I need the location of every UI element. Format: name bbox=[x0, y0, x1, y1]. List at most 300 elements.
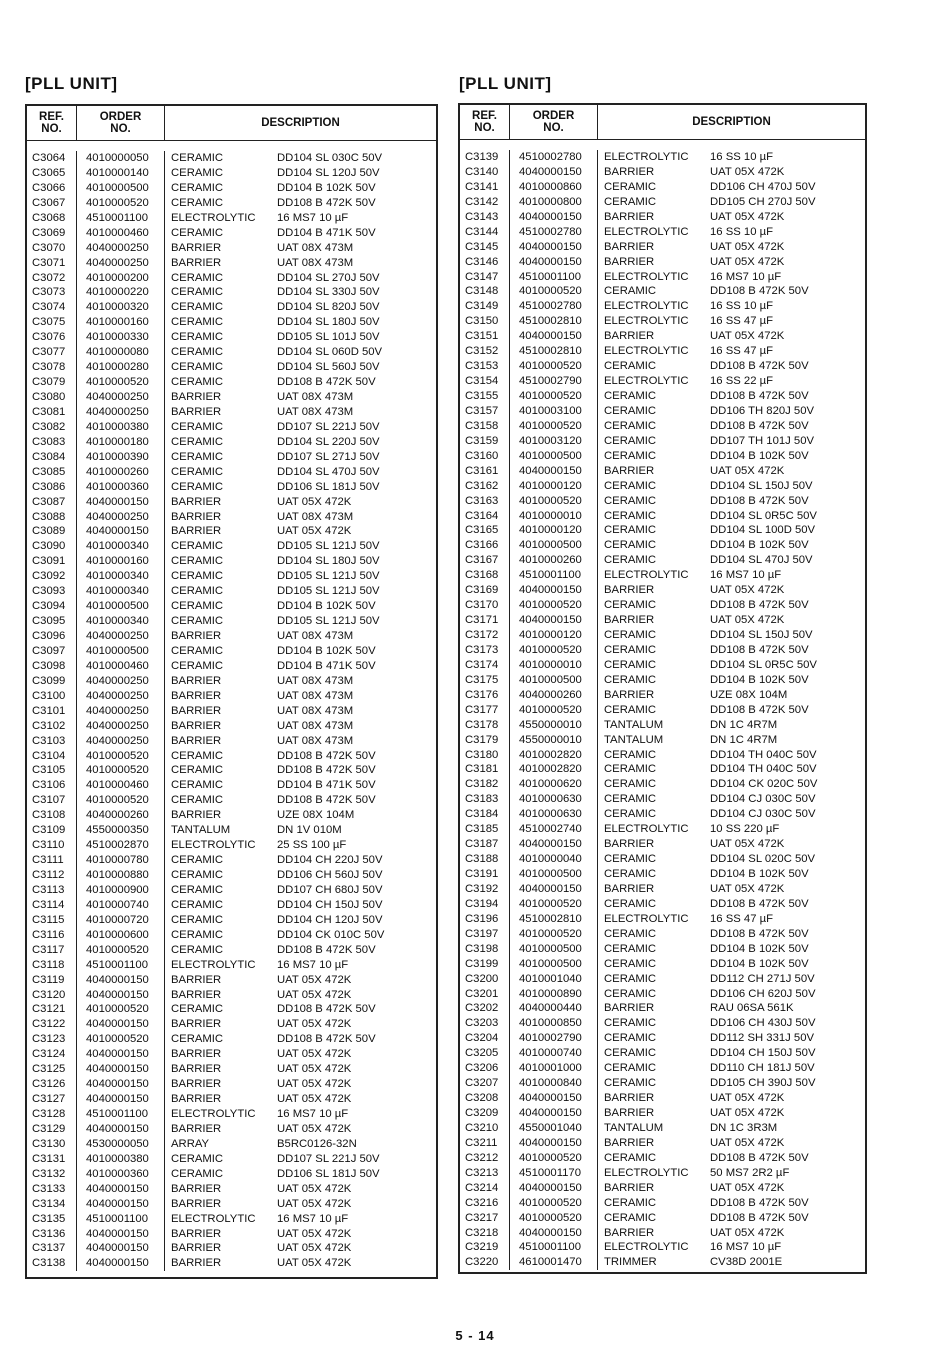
ref-no-cell: C3112 bbox=[32, 869, 65, 881]
description-cell bbox=[604, 255, 865, 270]
ref-no-cell: C3188 bbox=[465, 853, 499, 866]
part-type: BARRIER bbox=[604, 464, 655, 477]
part-spec: DD104 CH 150J 50V bbox=[277, 898, 383, 911]
part-spec: DD108 B 472K 50V bbox=[710, 643, 809, 656]
part-spec: UAT 08X 473M bbox=[277, 719, 354, 732]
order-no-cell: 4040000150 bbox=[86, 1182, 149, 1195]
order-no-cell: 4040000250 bbox=[86, 256, 149, 269]
part-spec: UAT 08X 473M bbox=[277, 241, 354, 254]
part-spec: UAT 08X 473M bbox=[277, 689, 354, 702]
ref-no-cell: C3182 bbox=[465, 778, 499, 791]
description-cell bbox=[604, 165, 865, 180]
order-no-cell: 4010000010 bbox=[519, 658, 582, 671]
part-spec: DD104 B 102K 50V bbox=[710, 539, 809, 552]
ref-no-cell: C3129 bbox=[32, 1122, 66, 1135]
description-cell bbox=[604, 852, 865, 867]
ref-no-cell: C3064 bbox=[32, 152, 66, 164]
description-cell bbox=[171, 300, 436, 315]
ref-no-cell: C3106 bbox=[32, 779, 66, 792]
order-no-cell: 4530000050 bbox=[86, 1137, 149, 1150]
order-no-cell: 4040000250 bbox=[86, 391, 149, 403]
description-cell bbox=[171, 1167, 436, 1182]
description-cell bbox=[171, 569, 436, 584]
ref-no-cell: C3122 bbox=[32, 1018, 66, 1031]
order-no-cell: 4510002810 bbox=[519, 345, 582, 358]
part-spec: UAT 05X 472K bbox=[710, 838, 785, 851]
part-type: CERAMIC bbox=[171, 286, 224, 299]
part-type: ELECTROLYTIC bbox=[604, 315, 689, 328]
description-cell bbox=[604, 1211, 865, 1226]
ref-no-cell: C3167 bbox=[465, 554, 499, 567]
ref-no-cell: C3068 bbox=[32, 211, 66, 224]
part-spec: UAT 05X 472K bbox=[277, 1093, 352, 1106]
description-cell bbox=[604, 404, 865, 419]
order-no-cell: 4510002870 bbox=[86, 839, 149, 852]
order-no-cell: 4040000150 bbox=[519, 1092, 582, 1105]
part-type: BARRIER bbox=[171, 1242, 222, 1255]
ref-no-cell: C3165 bbox=[465, 524, 499, 537]
part-spec: UAT 05X 472K bbox=[277, 1063, 352, 1076]
part-spec: DD108 B 472K 50V bbox=[277, 764, 376, 777]
order-no-cell: 4010000280 bbox=[86, 361, 149, 374]
part-type: CERAMIC bbox=[604, 868, 657, 880]
ref-column bbox=[27, 151, 77, 1271]
order-no-cell: 4010000080 bbox=[86, 346, 149, 359]
ref-no-cell: C3066 bbox=[32, 181, 66, 194]
order-no-cell: 4010000500 bbox=[519, 673, 582, 686]
order-no-cell: 4010000500 bbox=[519, 957, 582, 970]
ref-no-cell: C3145 bbox=[465, 240, 499, 253]
part-type: BARRIER bbox=[171, 1257, 222, 1270]
part-type: CERAMIC bbox=[604, 748, 657, 761]
part-type: BARRIER bbox=[171, 405, 222, 418]
part-type: ELECTROLYTIC bbox=[604, 345, 689, 358]
part-type: BARRIER bbox=[604, 210, 655, 223]
part-spec: DD104 CK 010C 50V bbox=[277, 928, 385, 941]
part-spec: DN 1C 4R7M bbox=[710, 733, 778, 746]
part-spec: UAT 08X 473M bbox=[277, 734, 354, 747]
ref-no-cell: C3119 bbox=[32, 973, 65, 986]
description-cell bbox=[604, 284, 865, 299]
ref-no-cell: C3179 bbox=[465, 733, 499, 746]
order-no-cell: 4040000250 bbox=[86, 719, 149, 732]
description-cell bbox=[171, 166, 436, 181]
description-cell bbox=[604, 523, 865, 538]
ref-no-cell: C3211 bbox=[465, 1136, 498, 1149]
part-spec: DD106 CH 620J 50V bbox=[710, 987, 816, 1000]
part-type: ELECTROLYTIC bbox=[604, 1166, 689, 1179]
description-cell bbox=[604, 314, 865, 329]
description-cell bbox=[604, 195, 865, 210]
description-cell bbox=[604, 464, 865, 479]
part-type: CERAMIC bbox=[171, 555, 224, 568]
section-title-right: [PLL UNIT] bbox=[459, 74, 552, 93]
description-cell bbox=[171, 151, 436, 166]
part-type: CERAMIC bbox=[604, 1077, 657, 1090]
part-spec: DD108 B 472K 50V bbox=[710, 285, 809, 298]
part-type: CERAMIC bbox=[604, 897, 657, 910]
part-spec: DD104 SL 0R5C 50V bbox=[710, 509, 817, 522]
ref-no-cell: C3178 bbox=[465, 718, 499, 731]
part-spec: UAT 05X 472K bbox=[710, 330, 785, 343]
description-cell bbox=[604, 942, 865, 957]
part-spec: DD104 B 102K 50V bbox=[710, 942, 809, 955]
part-type: BARRIER bbox=[171, 391, 222, 403]
ref-no-cell: C3164 bbox=[465, 509, 499, 522]
ref-no-cell: C3071 bbox=[32, 256, 66, 269]
part-type: CERAMIC bbox=[604, 793, 657, 806]
part-spec: DD105 SL 121J 50V bbox=[277, 570, 380, 583]
order-no-cell: 4010000520 bbox=[519, 494, 582, 507]
part-type: BARRIER bbox=[171, 689, 222, 702]
part-type: CERAMIC bbox=[604, 1196, 657, 1209]
header-ref-no: REF. NO. bbox=[460, 105, 510, 139]
ref-no-cell: C3199 bbox=[465, 957, 499, 970]
part-spec: DD106 SL 181J 50V bbox=[277, 1167, 380, 1180]
order-no-cell: 4040000260 bbox=[519, 688, 582, 701]
order-no-cell: 4040000250 bbox=[86, 405, 149, 418]
description-cell bbox=[604, 1001, 865, 1016]
order-no-cell: 4010000500 bbox=[86, 644, 149, 657]
order-no-cell: 4010000160 bbox=[86, 555, 149, 568]
order-no-cell: 4040000150 bbox=[519, 1136, 582, 1149]
ref-column bbox=[460, 150, 510, 1270]
table-body bbox=[27, 141, 436, 1271]
ref-no-cell: C3200 bbox=[465, 972, 499, 985]
part-type: CERAMIC bbox=[171, 346, 224, 359]
order-no-cell: 4010000120 bbox=[519, 524, 582, 537]
description-cell bbox=[171, 943, 436, 958]
part-spec: DD104 B 471K 50V bbox=[277, 659, 376, 672]
ref-no-cell: C3212 bbox=[465, 1151, 499, 1164]
ref-no-cell: C3148 bbox=[465, 285, 499, 298]
ref-no-cell: C3204 bbox=[465, 1032, 499, 1045]
part-type: CERAMIC bbox=[171, 794, 224, 807]
part-spec: DD106 CH 470J 50V bbox=[710, 180, 816, 193]
order-no-cell: 4040000250 bbox=[86, 704, 149, 717]
order-no-cell: 4010000330 bbox=[86, 331, 149, 344]
part-type: CERAMIC bbox=[171, 913, 224, 926]
ref-no-cell: C3207 bbox=[465, 1077, 499, 1090]
part-spec: DD104 B 102K 50V bbox=[710, 868, 809, 880]
ref-no-cell: C3109 bbox=[32, 824, 66, 837]
description-cell bbox=[171, 838, 436, 853]
order-no-cell: 4010000040 bbox=[519, 853, 582, 866]
description-cell bbox=[171, 1002, 436, 1017]
order-no-cell: 4040000150 bbox=[519, 882, 582, 895]
part-type: BARRIER bbox=[171, 525, 222, 538]
part-type: BARRIER bbox=[604, 240, 655, 253]
part-type: BARRIER bbox=[604, 1092, 655, 1105]
ref-no-cell: C3088 bbox=[32, 510, 66, 523]
part-type: CERAMIC bbox=[171, 465, 224, 478]
description-cell bbox=[604, 583, 865, 598]
description-cell bbox=[604, 1136, 865, 1151]
part-spec: DD108 B 472K 50V bbox=[710, 1151, 809, 1164]
part-type: CERAMIC bbox=[171, 943, 224, 956]
description-cell bbox=[171, 390, 436, 405]
order-no-cell: 4550000010 bbox=[519, 733, 582, 746]
part-spec: DD104 CH 120J 50V bbox=[277, 913, 383, 926]
order-no-cell: 4510002790 bbox=[519, 375, 582, 388]
order-no-cell: 4010000850 bbox=[519, 1017, 582, 1030]
part-spec: B5RC0126-32N bbox=[277, 1137, 357, 1150]
ref-no-cell: C3098 bbox=[32, 659, 66, 672]
part-type: BARRIER bbox=[171, 1048, 222, 1061]
ref-no-cell: C3184 bbox=[465, 808, 499, 821]
order-no-cell: 4510001100 bbox=[519, 270, 581, 283]
description-cell bbox=[604, 374, 865, 389]
order-no-cell: 4550000010 bbox=[519, 718, 582, 731]
part-type: TRIMMER bbox=[604, 1256, 657, 1269]
description-cell bbox=[171, 988, 436, 1003]
part-spec: DD107 SL 271J 50V bbox=[277, 450, 380, 463]
part-spec: DD108 B 472K 50V bbox=[710, 390, 809, 402]
part-type: TANTALUM bbox=[604, 1121, 664, 1134]
part-spec: UAT 05X 472K bbox=[277, 1048, 352, 1061]
ref-no-cell: C3128 bbox=[32, 1108, 66, 1120]
ref-no-cell: C3073 bbox=[32, 286, 66, 299]
part-type: CERAMIC bbox=[604, 180, 657, 193]
part-type: CERAMIC bbox=[171, 764, 224, 777]
order-no-cell: 4010002820 bbox=[519, 748, 582, 761]
part-type: CERAMIC bbox=[171, 181, 224, 194]
part-spec: UAT 05X 472K bbox=[277, 1257, 352, 1270]
part-type: CERAMIC bbox=[604, 1211, 657, 1224]
description-cell bbox=[171, 256, 436, 271]
ref-no-cell: C3220 bbox=[465, 1256, 499, 1269]
description-cell bbox=[604, 299, 865, 314]
ref-no-cell: C3168 bbox=[465, 569, 499, 582]
description-cell bbox=[604, 1091, 865, 1106]
part-spec: DD104 CJ 030C 50V bbox=[710, 793, 816, 806]
order-no-cell: 4010000160 bbox=[86, 316, 149, 329]
part-type: CERAMIC bbox=[171, 779, 224, 792]
part-spec: DD105 CH 390J 50V bbox=[710, 1077, 816, 1090]
part-type: BARRIER bbox=[171, 630, 222, 642]
part-type: BARRIER bbox=[171, 734, 222, 747]
part-type: BARRIER bbox=[171, 495, 222, 508]
part-spec: DD107 CH 680J 50V bbox=[277, 883, 383, 896]
description-cell bbox=[171, 554, 436, 569]
header-ref-no: REF. NO. bbox=[27, 106, 77, 140]
ref-no-cell: C3070 bbox=[32, 241, 66, 254]
part-type: BARRIER bbox=[171, 1197, 222, 1210]
part-type: CERAMIC bbox=[171, 585, 224, 598]
description-cell bbox=[171, 689, 436, 704]
order-no-cell: 4510002740 bbox=[519, 823, 582, 836]
order-no-cell: 4010000140 bbox=[86, 166, 149, 179]
part-type: CERAMIC bbox=[604, 539, 657, 552]
part-type: CERAMIC bbox=[604, 957, 657, 970]
part-spec: UAT 05X 472K bbox=[710, 1181, 785, 1194]
order-no-cell: 4010000340 bbox=[86, 570, 149, 583]
order-no-cell: 4040000150 bbox=[86, 525, 149, 538]
part-spec: DD104 B 102K 50V bbox=[710, 673, 809, 686]
part-type: CERAMIC bbox=[604, 763, 657, 776]
description-cell bbox=[171, 704, 436, 719]
order-no-cell: 4010000500 bbox=[86, 600, 149, 613]
order-no-cell: 4010000630 bbox=[519, 793, 582, 806]
ref-no-cell: C3150 bbox=[465, 315, 499, 328]
part-type: CERAMIC bbox=[171, 749, 224, 762]
description-cell bbox=[604, 748, 865, 763]
part-spec: DD104 SL 270J 50V bbox=[277, 271, 380, 284]
part-type: ELECTROLYTIC bbox=[171, 1108, 256, 1120]
part-type: CERAMIC bbox=[171, 1152, 224, 1165]
order-no-cell: 4010000500 bbox=[519, 942, 582, 955]
order-no-cell: 4010002820 bbox=[519, 763, 582, 776]
part-type: CERAMIC bbox=[604, 285, 657, 298]
part-type: ELECTROLYTIC bbox=[171, 211, 256, 224]
part-type: CERAMIC bbox=[604, 808, 657, 821]
description-cell bbox=[604, 1151, 865, 1166]
part-type: BARRIER bbox=[604, 165, 655, 178]
ref-no-cell: C3201 bbox=[465, 987, 499, 1000]
part-type: CERAMIC bbox=[171, 1167, 224, 1180]
description-cell bbox=[171, 1062, 436, 1077]
description-cell bbox=[604, 1016, 865, 1031]
part-spec: UAT 05X 472K bbox=[277, 1197, 352, 1210]
part-spec: 16 SS 47 µF bbox=[710, 315, 774, 328]
description-cell bbox=[171, 763, 436, 778]
description-cell bbox=[604, 673, 865, 688]
part-type: CERAMIC bbox=[171, 1003, 224, 1016]
order-no-cell: 4040000150 bbox=[519, 464, 582, 477]
description-cell bbox=[171, 196, 436, 211]
part-spec: DD104 TH 040C 50V bbox=[710, 763, 817, 776]
ref-no-cell: C3157 bbox=[465, 404, 499, 417]
description-cell bbox=[171, 928, 436, 943]
ref-no-cell: C3077 bbox=[32, 346, 66, 359]
part-type: CERAMIC bbox=[171, 420, 224, 433]
order-no-cell: 4010000380 bbox=[86, 1152, 149, 1165]
order-no-cell: 4040000150 bbox=[86, 1048, 149, 1061]
ref-no-cell: C3140 bbox=[465, 165, 499, 178]
part-spec: UAT 05X 472K bbox=[710, 1226, 785, 1239]
order-no-cell: 4010002790 bbox=[519, 1032, 582, 1045]
part-type: BARRIER bbox=[171, 1078, 222, 1091]
description-cell bbox=[171, 1241, 436, 1256]
part-type: BARRIER bbox=[171, 1122, 222, 1135]
part-type: CERAMIC bbox=[171, 166, 224, 179]
part-type: BARRIER bbox=[171, 674, 222, 687]
order-no-cell: 4010000340 bbox=[86, 585, 149, 598]
part-type: CERAMIC bbox=[604, 673, 657, 686]
description-cell bbox=[604, 225, 865, 240]
order-no-cell: 4510002780 bbox=[519, 151, 582, 163]
part-type: ELECTROLYTIC bbox=[171, 839, 256, 852]
order-no-cell: 4010000520 bbox=[519, 643, 582, 656]
description-cell bbox=[171, 375, 436, 390]
part-spec: 10 SS 220 µF bbox=[710, 823, 780, 836]
ref-no-cell: C3126 bbox=[32, 1078, 66, 1091]
description-cell bbox=[604, 598, 865, 613]
part-spec: DD108 B 472K 50V bbox=[710, 703, 809, 716]
part-spec: DD105 SL 101J 50V bbox=[277, 331, 380, 344]
order-no-cell: 4510001100 bbox=[86, 1108, 148, 1120]
part-type: CERAMIC bbox=[604, 927, 657, 940]
description-cell bbox=[604, 733, 865, 748]
order-no-cell: 4040000150 bbox=[86, 1078, 149, 1091]
ref-no-cell: C3084 bbox=[32, 450, 66, 463]
part-spec: DD104 SL 150J 50V bbox=[710, 629, 813, 641]
part-type: ELECTROLYTIC bbox=[171, 958, 256, 971]
description-cell bbox=[171, 823, 436, 838]
part-spec: 16 MS7 10 µF bbox=[277, 1212, 349, 1225]
part-type: BARRIER bbox=[171, 719, 222, 732]
order-no-cell: 4010000520 bbox=[519, 703, 582, 716]
description-cell bbox=[604, 479, 865, 494]
ref-no-cell: C3163 bbox=[465, 494, 499, 507]
description-cell bbox=[604, 1240, 865, 1255]
description-cell bbox=[171, 1212, 436, 1227]
description-cell bbox=[604, 494, 865, 509]
order-no-cell: 4010003100 bbox=[519, 404, 582, 417]
description-cell bbox=[171, 1152, 436, 1167]
order-no-cell: 4010000740 bbox=[86, 898, 149, 911]
ref-no-cell: C3099 bbox=[32, 674, 66, 687]
description-cell bbox=[604, 270, 865, 285]
part-spec: DD107 SL 221J 50V bbox=[277, 1152, 380, 1165]
part-spec: 16 MS7 10 µF bbox=[710, 1241, 782, 1254]
description-cell bbox=[171, 241, 436, 256]
order-no-cell: 4040000250 bbox=[86, 689, 149, 702]
part-spec: DD104 SL 560J 50V bbox=[277, 361, 380, 374]
part-type: BARRIER bbox=[171, 510, 222, 523]
part-spec: DD108 B 472K 50V bbox=[277, 196, 376, 209]
order-no-cell: 4010000120 bbox=[519, 629, 582, 641]
order-no-cell: 4040000150 bbox=[519, 1181, 582, 1194]
order-column bbox=[510, 150, 598, 1270]
part-spec: DD104 SL 180J 50V bbox=[277, 555, 380, 568]
description-cell bbox=[171, 285, 436, 300]
ref-no-cell: C3093 bbox=[32, 585, 66, 598]
part-type: CERAMIC bbox=[604, 1017, 657, 1030]
part-spec: UAT 05X 472K bbox=[277, 988, 352, 1001]
part-spec: 16 MS7 10 µF bbox=[277, 958, 349, 971]
description-cell bbox=[604, 359, 865, 374]
order-no-cell: 4010000520 bbox=[519, 1196, 582, 1209]
part-spec: UZE 08X 104M bbox=[277, 809, 355, 822]
part-spec: 16 SS 22 µF bbox=[710, 375, 774, 388]
part-spec: DD104 SL 470J 50V bbox=[277, 465, 380, 478]
ref-no-cell: C3104 bbox=[32, 749, 66, 762]
ref-no-cell: C3081 bbox=[32, 405, 66, 418]
order-no-cell: 4510002810 bbox=[519, 912, 582, 925]
part-spec: DD104 TH 040C 50V bbox=[710, 748, 817, 761]
part-type: TANTALUM bbox=[604, 733, 664, 746]
order-no-cell: 4040000150 bbox=[86, 495, 149, 508]
ref-no-cell: C3139 bbox=[465, 151, 499, 163]
description-cell bbox=[604, 837, 865, 852]
part-spec: DD104 CH 150J 50V bbox=[710, 1047, 816, 1060]
description-cell bbox=[604, 1255, 865, 1270]
part-spec: UAT 05X 472K bbox=[710, 210, 785, 223]
order-no-cell: 4010000520 bbox=[519, 1211, 582, 1224]
part-spec: DD104 B 471K 50V bbox=[277, 226, 376, 239]
order-no-cell: 4010000500 bbox=[519, 868, 582, 880]
part-spec: 25 SS 100 µF bbox=[277, 839, 347, 852]
description-cell bbox=[171, 271, 436, 286]
ref-no-cell: C3075 bbox=[32, 316, 66, 329]
part-spec: UAT 05X 472K bbox=[277, 1182, 352, 1195]
ref-no-cell: C3180 bbox=[465, 748, 499, 761]
ref-no-cell: C3065 bbox=[32, 166, 66, 179]
order-no-cell: 4010000010 bbox=[519, 509, 582, 522]
ref-no-cell: C3187 bbox=[465, 838, 499, 851]
order-no-cell: 4040000150 bbox=[519, 1226, 582, 1239]
